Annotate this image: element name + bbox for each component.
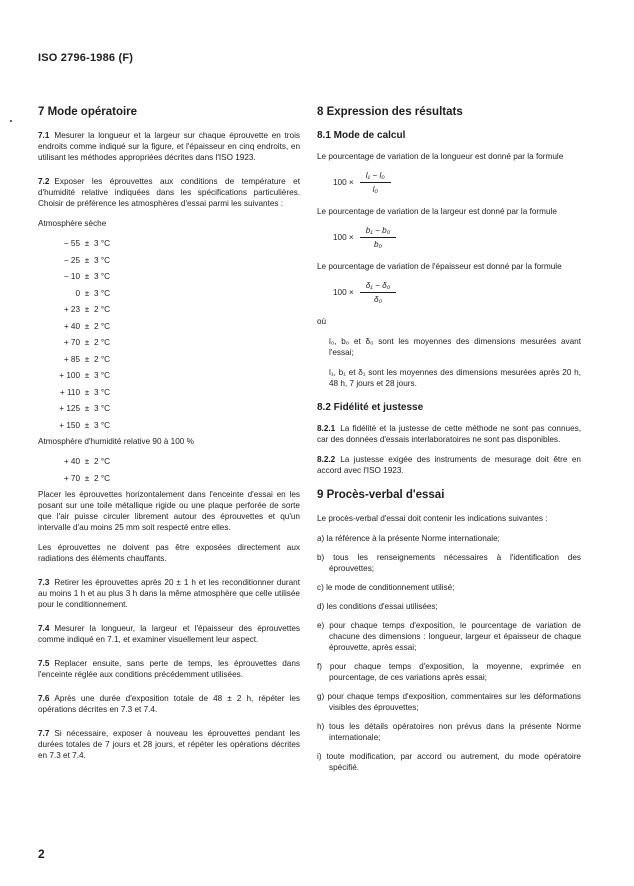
clause-text: Si nécessaire, exposer à nouveau les éprouvettes pendant les durées totales de 7 jours et 28 jours, et répéter les opérations décrites en 7.3 et 7.4.: [38, 729, 300, 760]
list-item: c) le mode de conditionnement utilisé;: [317, 583, 455, 592]
document-header: ISO 2796-1986 (F): [38, 52, 134, 64]
condition-row: + 85 ± 2 °C: [63, 354, 111, 364]
condition-row: 0 ± 3 °C: [75, 288, 111, 298]
section-9-title: 9 Procès-verbal d'essai: [317, 489, 445, 501]
paragraph-7-4: [38, 623, 300, 645]
paragraph-7-7: [38, 728, 300, 761]
definition-final: l₁, b₁ et δ₁ sont les moyennes des dimensions mesurées après 20 h, 48 h, 7 jours et 28 jours.: [329, 368, 581, 388]
paragraph-placement: Placer les éprouvettes horizontalement dans l'enceinte d'essai en les posant sur une toile métallique rigide ou une plaque perforée de sorte que l'air puisse circuler librement autour des éprouvettes et qu'un intervalle d'au moins 25 mm soit respecté entre elles.: [38, 490, 300, 532]
formula-numerator: b₁ − b₀: [365, 226, 391, 235]
condition-row: + 70 ± 2 °C: [63, 473, 111, 483]
list-item: d) les conditions d'essai utilisées;: [317, 602, 438, 611]
paragraph-8-2-2: [317, 454, 581, 476]
clause-number: 7.2: [38, 177, 50, 186]
list-item: h) tous les détails opératoires non prévus dans la présente Norme internationale;: [317, 722, 581, 742]
condition-row: − 25 ± 3 °C: [63, 255, 111, 265]
paragraph-length-formula: Le pourcentage de variation de la longueur est donné par la formule: [317, 152, 564, 161]
condition-row: + 40 ± 2 °C: [63, 457, 111, 466]
condition-row: + 100 ± 3 °C: [59, 371, 111, 380]
page-number: 2: [38, 847, 45, 861]
clause-text: Mesurer la longueur et la largeur sur chaque éprouvette en trois endroits comme indiqué sur la figure, et l'épaisseur en cinq endroits, en utilisant les méthodes appropriées décrites dans l'ISO 1923.: [38, 131, 300, 162]
clause-text: Retirer les éprouvettes après 20 ± 1 h et les reconditionner durant au moins 1 h et au plus 3 h dans la même atmosphère que celle utilisée pour le conditionnement.: [38, 578, 300, 609]
condition-row: + 70 ± 2 °C: [63, 338, 111, 347]
clause-number: 7.7: [38, 729, 50, 738]
clause-text: Après une durée d'exposition totale de 48 ± 2 h, répéter les opérations décrites en 7.3 et 7.4.: [38, 694, 300, 714]
paragraph-7-6: [38, 693, 300, 715]
section-8-1-title: 8.1 Mode de calcul: [317, 130, 406, 141]
paragraph-width-formula: Le pourcentage de variation de la largeur est donné par la formule: [317, 207, 557, 216]
condition-row: + 40 ± 2 °C: [63, 321, 111, 331]
list-item: b) tous les renseignements nécessaires à l'identification des éprouvettes;: [317, 553, 581, 573]
clause-text: Mesurer la longueur, la largeur et l'épaisseur des éprouvettes comme indiqué en 7.1, et examiner visuellement leur aspect.: [38, 624, 300, 644]
clause-number: 8.2.2: [317, 455, 336, 464]
dry-atmosphere-label: Atmosphère sèche: [38, 219, 107, 228]
formula-thickness: [333, 281, 581, 304]
list-item: e) pour chaque temps d'exposition, le pourcentage de variation de chacune des dimensions : longueur, largeur et épaisseur de chaque éprouvette, après essai;: [317, 621, 581, 652]
clause-number: 7.4: [38, 624, 50, 633]
section-8-title: 8 Expression des résultats: [317, 106, 463, 118]
formula-factor: 100 ×: [333, 233, 354, 242]
clause-number: 7.5: [38, 659, 50, 668]
section-8-2-title: 8.2 Fidélité et justesse: [317, 402, 424, 413]
clause-text: La justesse exigée des instruments de mesurage doit être en accord avec l'ISO 1923.: [317, 455, 581, 475]
formula-length: [333, 171, 581, 194]
clause-text: Exposer les éprouvettes aux conditions de température et d'humidité relative indiquées dans les spécifications particulières. Choisir de préférence les atmosphères d'essai parmi les suivantes :: [38, 177, 300, 208]
formula-denominator: δ₀: [360, 292, 396, 304]
paragraph-7-1: [38, 130, 300, 163]
paragraph-radiation: Les éprouvettes ne doivent pas être exposées directement aux radiations des éléments chauffants.: [38, 543, 300, 563]
paragraph-7-5: [38, 658, 300, 680]
margin-mark: [10, 120, 12, 122]
dry-conditions-list: [38, 238, 300, 436]
formula-denominator: b₀: [360, 237, 396, 249]
clause-text: La fidélité et la justesse de cette méthode ne sont pas connues, car des données d'essais interlaboratoires ne sont pas disponibles.: [317, 424, 581, 444]
right-column: [317, 106, 581, 781]
list-item: g) pour chaque temps d'exposition, commentaires sur les déformations visibles des éprouvettes;: [317, 692, 581, 712]
condition-row: + 125 ± 3 °C: [59, 404, 111, 413]
clause-text: Replacer ensuite, sans perte de temps, les éprouvettes dans l'enceinte réglée aux conditions précédemment utilisées.: [38, 659, 300, 679]
formula-width: [333, 226, 581, 249]
humid-conditions-list: [38, 456, 300, 489]
formula-factor: 100 ×: [333, 288, 354, 297]
paragraph-7-3: [38, 577, 300, 610]
condition-row: + 110 ± 3 °C: [59, 387, 111, 397]
clause-number: 8.2.1: [317, 424, 336, 433]
paragraph-9-intro: Le procès-verbal d'essai doit contenir les indications suivantes :: [317, 514, 548, 523]
humid-atmosphere-label: Atmosphère d'humidité relative 90 à 100 %: [38, 437, 194, 446]
clause-number: 7.6: [38, 694, 50, 703]
left-column: [38, 106, 300, 770]
paragraph-thickness-formula: Le pourcentage de variation de l'épaisseur est donné par la formule: [317, 262, 562, 271]
condition-row: + 150 ± 3 °C: [59, 420, 111, 430]
section-7-title: 7 Mode opératoire: [38, 106, 138, 118]
list-item: a) la référence à la présente Norme internationale;: [317, 534, 500, 543]
formula-factor: 100 ×: [333, 178, 354, 187]
formula-numerator: l₁ − l₀: [365, 171, 385, 180]
list-item: f) pour chaque temps d'exposition, la moyenne, exprimée en pourcentage, de ces variations après essai;: [317, 662, 581, 682]
list-item: i) toute modification, par accord ou autrement, du mode opératoire spécifié.: [317, 752, 581, 772]
formula-numerator: δ₁ − δ₀: [365, 281, 391, 290]
definition-initial: l₀, b₀ et δ₀ sont les moyennes des dimensions mesurées avant l'essai;: [329, 337, 581, 357]
paragraph-8-2-1: [317, 423, 581, 445]
paragraph-7-2: [38, 176, 300, 209]
where-label: où: [317, 317, 327, 326]
formula-denominator: l₀: [360, 182, 391, 194]
condition-row: − 10 ± 3 °C: [63, 272, 111, 281]
condition-row: − 55 ± 3 °C: [63, 239, 111, 248]
clause-number: 7.3: [38, 578, 50, 587]
clause-number: 7.1: [38, 131, 50, 140]
condition-row: + 23 ± 2 °C: [63, 305, 111, 314]
